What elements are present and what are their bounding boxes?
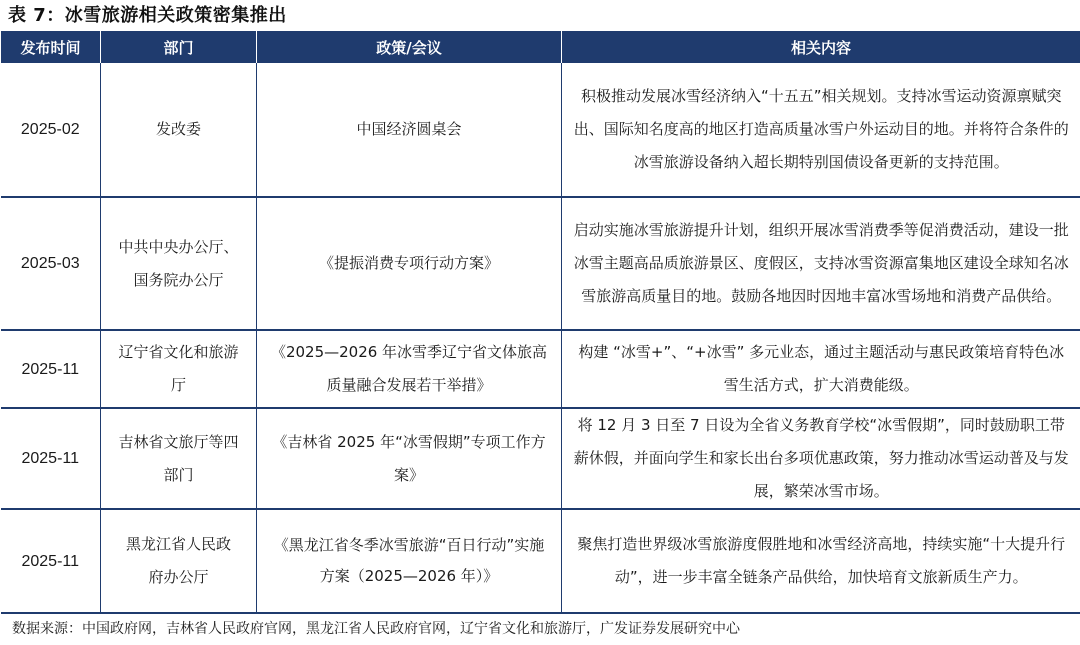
table-row: [1, 408, 1080, 509]
cell-policy: 中国经济圆桌会: [257, 63, 562, 197]
table-row: [1, 330, 1080, 408]
header-row: [1, 31, 1080, 63]
cell-policy: 《吉林省 2025 年“冰雪假期”专项工作方案》: [257, 408, 562, 509]
header-content: 相关内容: [562, 31, 1080, 63]
cell-content: 聚焦打造世界级冰雪旅游度假胜地和冰雪经济高地，持续实施“十大提升行动”，进一步丰富全链条产品供给，加快培育文旅新质生产力。: [562, 509, 1080, 613]
cell-department: 中共中央办公厅、国务院办公厅: [101, 197, 257, 330]
cell-policy: 《黑龙江省冬季冰雪旅游“百日行动”实施方案（2025—2026 年）》: [257, 509, 562, 613]
data-source-note: 数据来源：中国政府网，吉林省人民政府官网，黑龙江省人民政府官网，辽宁省文化和旅游厅，广发证券发展研究中心: [12, 621, 740, 637]
cell-department: 辽宁省文化和旅游厅: [101, 330, 257, 408]
cell-department: 发改委: [101, 63, 257, 197]
table-title: 表 7：冰雪旅游相关政策密集推出: [8, 5, 287, 26]
cell-date: 2025-03: [1, 197, 101, 330]
header-date: 发布时间: [1, 31, 101, 63]
header-department: 部门: [101, 31, 257, 63]
header-policy: 政策/会议: [257, 31, 562, 63]
cell-content: 启动实施冰雪旅游提升计划，组织开展冰雪消费季等促消费活动，建设一批冰雪主题高品质旅游景区、度假区，支持冰雪资源富集地区建设全球知名冰雪旅游高质量目的地。鼓励各地因时因地丰富冰雪场地和消费产品供给。: [562, 197, 1080, 330]
cell-policy: 《2025—2026 年冰雪季辽宁省文体旅高质量融合发展若干举措》: [257, 330, 562, 408]
cell-date: 2025-02: [1, 63, 101, 197]
policy-table: [0, 31, 1080, 614]
table-row: [1, 509, 1080, 613]
table-row: [1, 197, 1080, 330]
cell-policy: 《提振消费专项行动方案》: [257, 197, 562, 330]
cell-department: 黑龙江省人民政府办公厅: [101, 509, 257, 613]
cell-department: 吉林省文旅厅等四部门: [101, 408, 257, 509]
cell-date: 2025-11: [1, 408, 101, 509]
cell-date: 2025-11: [1, 330, 101, 408]
cell-content: 构建 “冰雪+”、“+冰雪” 多元业态，通过主题活动与惠民政策培育特色冰雪生活方式，扩大消费能级。: [562, 330, 1080, 408]
table-row: [1, 63, 1080, 197]
cell-content: 积极推动发展冰雪经济纳入“十五五”相关规划。支持冰雪运动资源禀赋突出、国际知名度高的地区打造高质量冰雪户外运动目的地。并将符合条件的冰雪旅游设备纳入超长期特别国债设备更新的支持范围。: [562, 63, 1080, 197]
cell-date: 2025-11: [1, 509, 101, 613]
cell-content: 将 12 月 3 日至 7 日设为全省义务教育学校“冰雪假期”，同时鼓励职工带薪休假，并面向学生和家长出台多项优惠政策，努力推动冰雪运动普及与发展，繁荣冰雪市场。: [562, 408, 1080, 509]
